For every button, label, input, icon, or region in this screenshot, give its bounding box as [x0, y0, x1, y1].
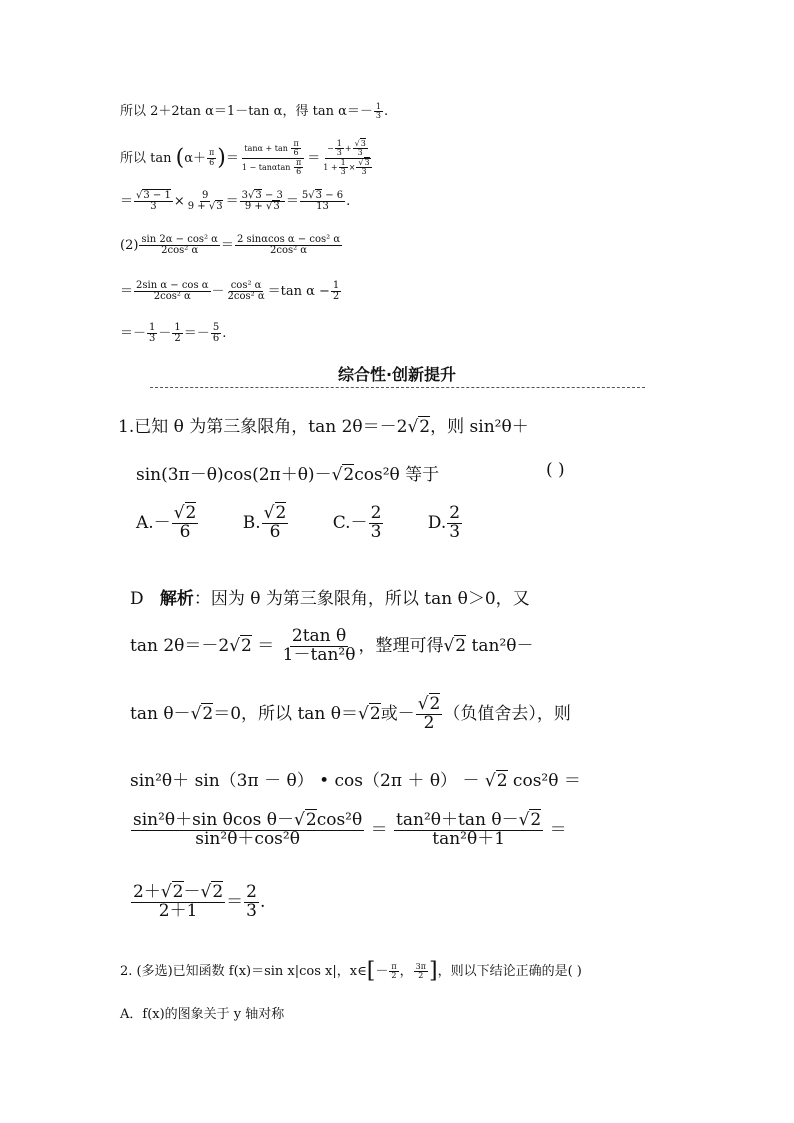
numerator: π: [295, 157, 302, 167]
option-b[interactable]: [243, 505, 290, 542]
option-text: A．f(x)的图象关于 y 轴对称: [120, 1007, 285, 1022]
period: .: [346, 194, 351, 209]
question-1-line-2: sin(3π－θ)cos(2π＋θ)－√2cos²θ 等于 ( ): [136, 460, 565, 485]
denominator: tan²θ＋1: [432, 828, 506, 849]
numerator: 9: [202, 189, 209, 201]
numerator: sin²θ＋sin θcos θ－√2cos²θ: [133, 810, 363, 830]
text: − 3: [261, 189, 283, 201]
text: tanα + tan: [244, 143, 288, 153]
line-text: 所以 2＋2tan α＝1－tan α，得 tan α＝－: [120, 104, 373, 119]
minus: －: [133, 326, 147, 341]
numerator: 1: [375, 101, 381, 111]
question-text: ，则 sin²θ＋: [430, 417, 529, 437]
section-divider: [150, 387, 645, 388]
bracket: [: [366, 958, 376, 984]
bracket: ]: [428, 958, 438, 984]
fraction: [389, 963, 398, 981]
minus: －: [375, 964, 389, 979]
question-text: sin(3π－θ)cos(2π＋θ)－: [136, 465, 332, 485]
fraction: [147, 323, 157, 345]
fraction: [335, 140, 344, 158]
numerator: 3π: [415, 961, 426, 971]
fraction: [172, 505, 199, 542]
fraction: [416, 696, 443, 733]
numerator: √2: [263, 503, 287, 523]
option-label: A.－: [136, 512, 171, 533]
denominator: 3: [336, 148, 342, 158]
fraction: [353, 140, 368, 158]
numerator: [325, 140, 371, 159]
fraction: [339, 159, 348, 177]
numerator: 1: [174, 321, 181, 333]
radicand: 3: [273, 201, 280, 212]
radicand: 2: [369, 703, 381, 724]
solution-line-6: ＝－ $\frac{1}{3}$ － $\frac{1}{2}$ ＝－ $\frac{5}{6}$ .: [120, 321, 227, 344]
radicand: 2: [429, 694, 441, 714]
fraction: [281, 628, 358, 665]
solution-line-2: 所以 tan (α＋ $\frac{\pi}{6}$ )＝ tanα + tan $\frac{\pi}{6}$ 1 − tanαtan $\frac{\pi}{6}$ ＝ − $\frac{1}{3}$ + $\frac{√3}{3}$ 1 + $\frac{1}{3}$ × $\frac{√3}{3}$: [120, 140, 376, 177]
analysis-label: 解析: [159, 589, 194, 609]
denominator: 2cos² α: [161, 245, 199, 256]
alpha-term: α＋: [184, 150, 206, 166]
denominator: 6: [179, 521, 191, 542]
question-1-line-1: 1.已知 θ 为第三象限角，tan 2θ＝－2√2，则 sin²θ＋: [118, 417, 529, 437]
fraction: [226, 281, 267, 303]
denominator: 2cos² α: [270, 245, 308, 256]
numerator: π: [209, 148, 215, 158]
radicand: 3: [315, 189, 323, 201]
numerator: sin 2α − cos² α: [141, 233, 218, 245]
denominator: 6: [209, 157, 215, 167]
denominator: 6: [269, 521, 281, 542]
fraction: [186, 191, 225, 213]
denominator: 3: [361, 167, 367, 177]
text: cos²θ: [316, 810, 363, 830]
period: .: [222, 326, 227, 341]
denominator: 6: [212, 333, 220, 344]
denominator: 3: [246, 900, 257, 921]
denominator: 6: [293, 148, 299, 158]
paren: ): [217, 145, 226, 171]
denominator: 2: [423, 712, 435, 733]
text: 3: [241, 189, 249, 201]
denominator: 9 + √3: [187, 201, 223, 212]
fraction: [134, 281, 211, 303]
numerator: √3: [358, 157, 370, 167]
radicand: 2: [185, 503, 197, 523]
radicand: 3: [216, 201, 223, 212]
paren: (: [175, 145, 185, 171]
solution-1-line-2: tan 2θ＝－2√2 ＝ $\frac{\text{2tan θ}}{\text{1－tan²θ}}$ ，整理可得√2 tan²θ－: [130, 626, 534, 665]
question-text: 1.已知 θ 为第三象限角，tan 2θ＝－2: [118, 417, 408, 437]
times: ×: [173, 194, 185, 209]
text: sin²θ＋sin θcos θ－: [133, 810, 295, 830]
numerator: tan²θ＋tan θ－√2: [396, 810, 542, 830]
radicand: 2: [305, 810, 317, 830]
text: tan α −: [280, 284, 330, 299]
numerator: √2: [173, 503, 197, 523]
text: 2＋: [133, 882, 161, 902]
option-label: C.－: [332, 512, 368, 533]
question-2-option-a[interactable]: [120, 1003, 284, 1022]
text: 9 +: [187, 201, 209, 212]
fraction: [131, 812, 364, 849]
option-label: B.: [242, 512, 261, 533]
fraction: [291, 140, 300, 158]
solution-text: ，整理可得: [358, 635, 444, 656]
denominator: 3: [150, 201, 157, 212]
numerator: 2tan θ: [291, 626, 347, 646]
solution-text: tan θ－: [130, 703, 191, 724]
text: tan²θ＋tan θ－: [396, 810, 519, 830]
denominator: 2: [391, 971, 397, 980]
solution-text: ＝0，所以 tan θ＝: [213, 703, 359, 724]
text: −: [327, 143, 334, 153]
denominator: 3: [149, 333, 156, 344]
solution-1-line-1: [130, 584, 530, 609]
solution-line-3: ＝ $\frac{√3 - 1}{3}$ × $\frac{9}{9 + √3}$ ＝ $\frac{3√3 - 3}{9 + √3}$ ＝ $\frac{5√3 - 6}{13}$ .: [120, 189, 351, 212]
option-d[interactable]: [428, 505, 463, 542]
radicand: 3: [360, 139, 366, 148]
period: .: [260, 891, 266, 912]
fraction: [300, 191, 345, 213]
radicand: 2: [455, 635, 467, 656]
solution-1-line-5: $\frac{\text{sin²θ＋sin θcos θ－√2cos²θ}}{\text{sin²θ＋cos²θ}}$ ＝ $\frac{\text{tan²θ＋tan θ－√2}}{\text{tan²θ＋1}}$ ＝: [133, 810, 567, 849]
fraction: [369, 505, 384, 542]
option-a[interactable]: [136, 505, 199, 542]
numerator: 1: [336, 139, 342, 148]
fraction: [331, 281, 341, 303]
radicand: 2: [212, 882, 224, 902]
denominator: 3: [370, 521, 382, 542]
denominator: 2: [332, 291, 340, 302]
denominator: 2cos² α: [227, 291, 265, 302]
line-text: 所以 tan: [120, 150, 172, 166]
fraction: [131, 884, 225, 921]
numerator: 2sin α − cos α: [136, 279, 209, 291]
fraction: [235, 235, 342, 257]
radicand: 2: [343, 465, 355, 485]
text: − 6: [322, 189, 344, 201]
solution-text: sin²θ＋ sin（3π － θ） • cos（2π ＋ θ） －: [130, 771, 485, 791]
numerator: √2: [417, 694, 441, 714]
numerator: π: [391, 961, 397, 971]
option-c[interactable]: [333, 505, 385, 542]
question-text: ，则以下结论正确的是( ): [437, 964, 582, 979]
solution-line-4: (2) $\frac{\text{sin 2α − cos² α}}{\text{2cos² α}}$ ＝ $\frac{\text{2 sinαcos α − cos² α}}{\text{2cos² α}}$: [120, 233, 341, 256]
question-text: 2. (多选)已知函数 f(x)＝sin x|cos x|，x∈: [120, 964, 367, 979]
equals: ＝－: [183, 326, 210, 341]
denominator: 2: [418, 971, 424, 980]
radicand: 2: [172, 882, 184, 902]
denominator: 2cos² α: [153, 291, 191, 302]
numerator: 1: [149, 321, 156, 333]
numerator: 5√3 − 6: [301, 189, 344, 201]
denominator: 6: [296, 167, 302, 177]
text: 9 +: [244, 201, 266, 212]
solution-text: tan 2θ＝－2: [130, 635, 230, 656]
question-text: cos²θ 等于: [354, 465, 440, 485]
solution-line-5: ＝ $\frac{\text{2sin α − cos α}}{\text{2cos² α}}$ － $\frac{\text{cos² α}}{\text{2cos² α}}$ ＝tan α − $\frac{1}{2}$: [120, 279, 340, 302]
fraction: [374, 103, 383, 121]
numerator: 1: [340, 157, 346, 167]
answer-blank: ( ): [546, 460, 565, 480]
fraction: [240, 140, 306, 177]
solution-1-line-3: tan θ－√2＝0，所以 tan θ＝√2或－ $\frac{√2}{2}$ （负值舍去），则: [130, 694, 571, 733]
numerator: 1: [332, 279, 340, 291]
solution-text: cos²θ ＝: [507, 771, 581, 791]
fraction: [207, 149, 216, 167]
solution-line-1: [120, 100, 388, 120]
text: +: [344, 143, 352, 153]
radicand: 2: [275, 503, 287, 523]
numerator: 2: [370, 503, 382, 523]
denominator: 2: [174, 333, 181, 344]
fraction: [244, 884, 259, 921]
text: 1 − tanαtan: [241, 162, 291, 172]
fraction: [294, 159, 303, 177]
fraction: [394, 812, 543, 849]
fraction: [321, 140, 374, 177]
solution-text: 或－: [380, 703, 415, 724]
text: ×: [348, 162, 356, 172]
fraction: [447, 505, 462, 542]
fraction: [240, 191, 285, 213]
numerator: 5: [212, 321, 220, 333]
text: －: [183, 882, 201, 902]
question-1-options: [136, 505, 501, 542]
numerator: 2: [246, 882, 257, 902]
solution-1-line-6: $\frac{2+√2-√2}{2+1}$ ＝ $\frac{2}{3}$ .: [133, 882, 266, 921]
section-heading: 综合性·创新提升: [337, 365, 457, 384]
fraction: [211, 323, 221, 345]
numerator: 2 sinαcos α − cos² α: [236, 233, 341, 245]
denominator: 9 + √3: [244, 201, 280, 212]
radicand: 2: [496, 771, 508, 791]
solution-text: ：因为 θ 为第三象限角，所以 tan θ＞0，又: [193, 589, 530, 609]
radicand: 3 − 1: [143, 189, 171, 201]
fraction: [414, 963, 428, 981]
fraction: [172, 323, 182, 345]
numerator: 2: [449, 503, 461, 523]
minus: －: [158, 326, 172, 341]
denominator: [240, 159, 306, 177]
radicand: 3: [255, 189, 262, 201]
denominator: 3: [340, 167, 346, 177]
numerator: [242, 140, 303, 159]
denominator: 13: [316, 201, 329, 212]
solution-text: tan²θ－: [471, 635, 534, 656]
text: 5: [301, 189, 309, 201]
numerator: π: [293, 139, 299, 148]
radicand: 2: [241, 635, 252, 656]
radicand: 2: [202, 703, 214, 724]
denominator: 1－tan²θ: [282, 644, 356, 665]
fraction: [139, 235, 220, 257]
radicand: 2: [530, 810, 542, 830]
radicand: 2: [419, 417, 431, 437]
denominator: sin²θ＋cos²θ: [195, 828, 300, 849]
numerator: 2＋√2－√2: [133, 882, 224, 902]
denominator: 3: [449, 521, 461, 542]
denominator: [321, 159, 374, 177]
period: .: [383, 104, 389, 119]
numerator: 3√3 − 3: [241, 189, 283, 201]
denominator: 2＋1: [158, 900, 198, 921]
radicand: 3: [364, 157, 370, 167]
text: 1 +: [323, 162, 338, 172]
numerator: √3 − 1: [136, 189, 171, 201]
denominator: 3: [375, 111, 381, 120]
question-2-line-1: 2. (多选)已知函数 f(x)＝sin x|cos x|，x∈[－ $\frac{\pi}{2}$ ， $\frac{3\pi}{2}$ ]，则以下结论正确的是( ): [120, 958, 582, 984]
denominator: 3: [357, 148, 363, 158]
solution-text: （负值舍去），则: [443, 703, 571, 724]
numerator: √3: [354, 139, 366, 148]
answer-letter: D: [130, 589, 144, 609]
fraction: [356, 159, 371, 177]
fraction: [134, 191, 173, 213]
part-label: (2): [120, 238, 139, 253]
solution-1-line-4: sin²θ＋ sin（3π － θ） • cos（2π ＋ θ） － √2 cos²θ ＝: [130, 771, 581, 791]
option-label: D.: [427, 512, 447, 533]
fraction: [262, 505, 289, 542]
numerator: cos² α: [230, 279, 262, 291]
